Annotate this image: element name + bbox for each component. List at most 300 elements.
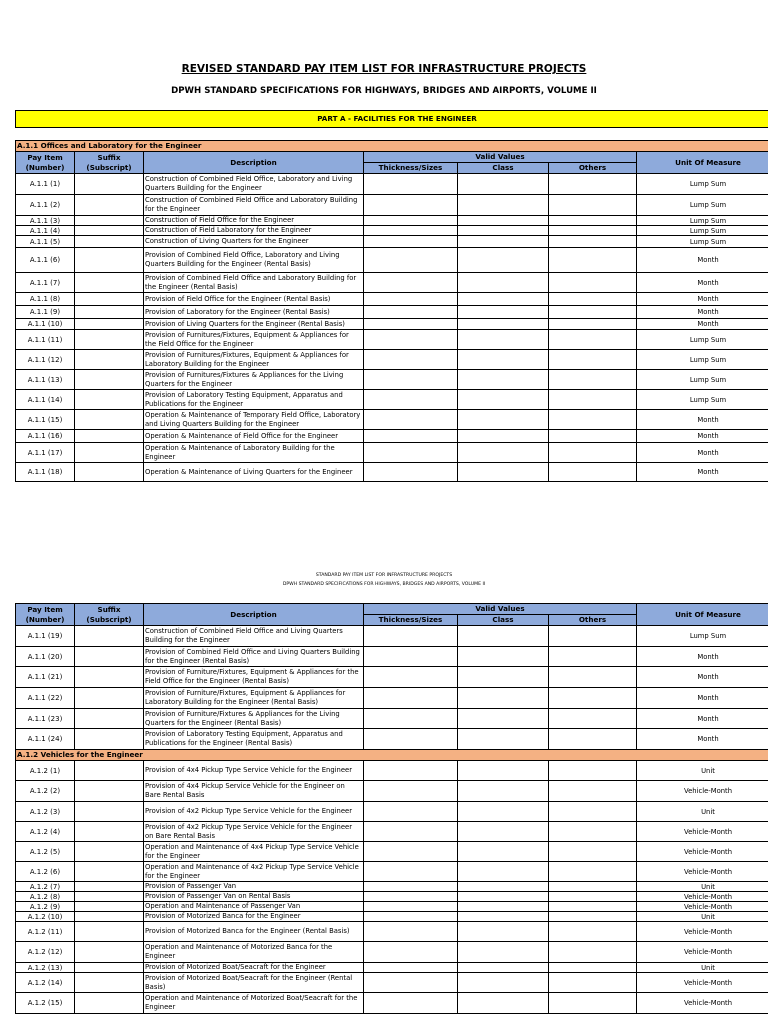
table-row (16, 882, 768, 892)
description-cell: Provision of Furnitures/Fixtures, Equipment & Appliances for Laboratory Building for the Engineer (144, 350, 364, 370)
suffix-cell (75, 370, 144, 390)
thickness-cell (364, 463, 458, 482)
suffix-cell (75, 273, 144, 293)
class-cell (458, 761, 549, 781)
thickness-cell (364, 973, 458, 993)
others-cell (549, 761, 637, 781)
class-cell (458, 963, 549, 973)
thickness-cell (364, 410, 458, 430)
unit-cell: Month (637, 667, 768, 688)
pay-item-cell: A.1.2 (11) (16, 922, 75, 942)
unit-cell: Month (637, 293, 768, 306)
pay-item-cell: A.1.1 (16) (16, 430, 75, 443)
description-cell: Construction of Field Laboratory for the Engineer (144, 226, 364, 236)
description-cell: Operation and Maintenance of Motorized Banca for the Engineer (144, 942, 364, 963)
thickness-header: Thickness/Sizes (364, 163, 458, 174)
class-cell (458, 319, 549, 330)
class-cell (458, 993, 549, 1014)
unit-cell: Vehicle-Month (637, 993, 768, 1014)
description-cell: Provision of Combined Field Office and Living Quarters Building for the Engineer (Rental Basis) (144, 647, 364, 667)
suffix-cell (75, 410, 144, 430)
pay-item-cell: A.1.2 (6) (16, 862, 75, 882)
suffix-cell (75, 922, 144, 942)
thickness-cell (364, 273, 458, 293)
pay-item-cell: A.1.1 (15) (16, 410, 75, 430)
thickness-cell (364, 226, 458, 236)
class-cell (458, 902, 549, 912)
thickness-cell (364, 922, 458, 942)
thickness-cell (364, 729, 458, 750)
pay-item-cell: A.1.1 (11) (16, 330, 75, 350)
description-cell: Construction of Living Quarters for the Engineer (144, 236, 364, 248)
pay-item-cell: A.1.2 (4) (16, 822, 75, 842)
unit-cell: Unit (637, 882, 768, 892)
pay-item-cell: A.1.1 (17) (16, 443, 75, 463)
table-row (16, 350, 768, 370)
description-cell: Provision of Furnitures/Fixtures & Appliances for the Living Quarters for the Engineer (144, 370, 364, 390)
suffix-cell (75, 912, 144, 922)
unit-cell: Month (637, 273, 768, 293)
header-row (16, 604, 768, 615)
table-row (16, 319, 768, 330)
others-cell (549, 226, 637, 236)
suffix-cell (75, 174, 144, 195)
class-cell (458, 236, 549, 248)
class-cell (458, 667, 549, 688)
description-cell: Provision of Combined Field Office, Laboratory and Living Quarters Building for the Engineer (Rental Basis) (144, 248, 364, 273)
table-row (16, 688, 768, 709)
thickness-cell (364, 174, 458, 195)
unit-cell: Vehicle-Month (637, 822, 768, 842)
pay-item-cell: A.1.1 (1) (16, 174, 75, 195)
class-cell (458, 882, 549, 892)
description-header: Description (144, 604, 364, 626)
thickness-cell (364, 430, 458, 443)
thickness-cell (364, 236, 458, 248)
pay-item-cell: A.1.2 (15) (16, 993, 75, 1014)
unit-cell: Vehicle-Month (637, 862, 768, 882)
suffix-cell (75, 892, 144, 902)
class-cell (458, 226, 549, 236)
others-cell (549, 688, 637, 709)
pay-item-cell: A.1.1 (24) (16, 729, 75, 750)
pay-item-cell: A.1.2 (13) (16, 963, 75, 973)
pay-item-table-1 (15, 140, 768, 482)
description-cell: Provision of Laboratory Testing Equipment, Apparatus and Publications for the Engineer (Rental Basis) (144, 729, 364, 750)
unit-cell: Unit (637, 802, 768, 822)
pay-item-cell: A.1.1 (12) (16, 350, 75, 370)
valid-values-header: Valid Values (364, 604, 637, 615)
table-row (16, 892, 768, 902)
thickness-cell (364, 781, 458, 802)
suffix-cell (75, 216, 144, 226)
table-row (16, 647, 768, 667)
others-cell (549, 912, 637, 922)
suffix-cell (75, 902, 144, 912)
thickness-cell (364, 390, 458, 410)
description-cell: Provision of Passenger Van on Rental Basis (144, 892, 364, 902)
pay-item-cell: A.1.1 (13) (16, 370, 75, 390)
pay-item-cell: A.1.2 (5) (16, 842, 75, 862)
thickness-cell (364, 912, 458, 922)
pay-item-cell: A.1.1 (8) (16, 293, 75, 306)
suffix-cell (75, 248, 144, 273)
others-cell (549, 802, 637, 822)
document-subtitle: DPWH STANDARD SPECIFICATIONS FOR HIGHWAYS, BRIDGES AND AIRPORTS, VOLUME II (171, 86, 597, 96)
others-cell (549, 892, 637, 902)
pay-item-cell: A.1.2 (2) (16, 781, 75, 802)
suffix-cell (75, 822, 144, 842)
description-cell: Provision of Furniture/Fixtures & Appliances for the Living Quarters for the Engineer (Rental Basis) (144, 709, 364, 729)
others-cell (549, 862, 637, 882)
others-header: Others (549, 163, 637, 174)
thickness-cell (364, 248, 458, 273)
class-header: Class (458, 615, 549, 626)
description-cell: Operation and Maintenance of 4x2 Pickup Type Service Vehicle for the Engineer (144, 862, 364, 882)
table-row (16, 390, 768, 410)
unit-cell: Lump Sum (637, 174, 768, 195)
suffix-header: Suffix (Subscript) (75, 152, 144, 174)
description-cell: Provision of Furnitures/Fixtures, Equipment & Appliances for the Field Office for the Engineer (144, 330, 364, 350)
description-cell: Operation & Maintenance of Laboratory Building for the Engineer (144, 443, 364, 463)
description-cell: Provision of 4x4 Pickup Service Vehicle for the Engineer on Bare Rental Basis (144, 781, 364, 802)
section-title: A.1.2 Vehicles for the Engineer (16, 750, 768, 761)
unit-cell: Vehicle-Month (637, 942, 768, 963)
class-cell (458, 390, 549, 410)
pay-item-cell: A.1.1 (22) (16, 688, 75, 709)
unit-cell: Unit (637, 761, 768, 781)
table-row (16, 248, 768, 273)
others-cell (549, 443, 637, 463)
table-row (16, 293, 768, 306)
thickness-cell (364, 667, 458, 688)
class-cell (458, 862, 549, 882)
table-row (16, 410, 768, 430)
unit-cell: Month (637, 709, 768, 729)
table-row (16, 912, 768, 922)
section-row (16, 141, 768, 152)
pay-item-cell: A.1.1 (4) (16, 226, 75, 236)
others-cell (549, 963, 637, 973)
section-row (16, 750, 768, 761)
suffix-cell (75, 761, 144, 781)
section-title: A.1.1 Offices and Laboratory for the Engineer (16, 141, 768, 152)
table-row (16, 822, 768, 842)
unit-cell: Vehicle-Month (637, 922, 768, 942)
thickness-cell (364, 370, 458, 390)
pay-item-cell: A.1.2 (9) (16, 902, 75, 912)
others-cell (549, 942, 637, 963)
description-cell: Operation & Maintenance of Temporary Field Office, Laboratory and Living Quarters Building for the Engineer (144, 410, 364, 430)
unit-cell: Lump Sum (637, 226, 768, 236)
suffix-cell (75, 862, 144, 882)
suffix-cell (75, 463, 144, 482)
class-cell (458, 973, 549, 993)
table-row (16, 174, 768, 195)
table-row (16, 667, 768, 688)
suffix-cell (75, 443, 144, 463)
pay-item-cell: A.1.1 (21) (16, 667, 75, 688)
table-row (16, 902, 768, 912)
pay-item-cell: A.1.2 (12) (16, 942, 75, 963)
class-cell (458, 216, 549, 226)
suffix-cell (75, 729, 144, 750)
suffix-cell (75, 293, 144, 306)
table-row (16, 973, 768, 993)
pay-item-cell: A.1.1 (23) (16, 709, 75, 729)
unit-cell: Unit (637, 912, 768, 922)
unit-cell: Month (637, 410, 768, 430)
others-cell (549, 390, 637, 410)
suffix-cell (75, 226, 144, 236)
unit-cell: Lump Sum (637, 216, 768, 226)
suffix-cell (75, 709, 144, 729)
description-cell: Construction of Combined Field Office, Laboratory and Living Quarters Building for the Engineer (144, 174, 364, 195)
suffix-cell (75, 942, 144, 963)
suffix-cell (75, 350, 144, 370)
thickness-cell (364, 293, 458, 306)
unit-cell: Month (637, 430, 768, 443)
table-row (16, 993, 768, 1014)
table-row (16, 273, 768, 293)
thickness-cell (364, 862, 458, 882)
table-row (16, 370, 768, 390)
document-title: REVISED STANDARD PAY ITEM LIST FOR INFRASTRUCTURE PROJECTS (181, 63, 587, 75)
others-cell (549, 273, 637, 293)
others-cell (549, 842, 637, 862)
others-cell (549, 993, 637, 1014)
others-cell (549, 248, 637, 273)
description-cell: Provision of Field Office for the Engineer (Rental Basis) (144, 293, 364, 306)
table-row (16, 942, 768, 963)
description-cell: Provision of Furniture/Fixtures, Equipment & Appliances for Laboratory Building for the Engineer (Rental Basis) (144, 688, 364, 709)
description-cell: Provision of Combined Field Office and Laboratory Building for the Engineer (Rental Basis) (144, 273, 364, 293)
thickness-cell (364, 688, 458, 709)
class-cell (458, 912, 549, 922)
suffix-cell (75, 647, 144, 667)
class-cell (458, 195, 549, 216)
table-row (16, 443, 768, 463)
others-cell (549, 729, 637, 750)
unit-header: Unit Of Measure (637, 604, 768, 626)
description-cell: Provision of Motorized Banca for the Engineer (Rental Basis) (144, 922, 364, 942)
pay-item-cell: A.1.1 (20) (16, 647, 75, 667)
suffix-cell (75, 882, 144, 892)
description-cell: Construction of Combined Field Office and Living Quarters Building for the Engineer (144, 626, 364, 647)
pay-item-cell: A.1.1 (14) (16, 390, 75, 410)
class-cell (458, 350, 549, 370)
table-row (16, 330, 768, 350)
thickness-cell (364, 842, 458, 862)
suffix-cell (75, 973, 144, 993)
unit-cell: Vehicle-Month (637, 842, 768, 862)
unit-header: Unit Of Measure (637, 152, 768, 174)
others-cell (549, 922, 637, 942)
pay-item-cell: A.1.1 (2) (16, 195, 75, 216)
table-row (16, 306, 768, 319)
thickness-cell (364, 902, 458, 912)
unit-cell: Month (637, 729, 768, 750)
table-row (16, 216, 768, 226)
description-cell: Operation & Maintenance of Living Quarters for the Engineer (144, 463, 364, 482)
others-cell (549, 370, 637, 390)
suffix-cell (75, 626, 144, 647)
others-cell (549, 882, 637, 892)
class-cell (458, 370, 549, 390)
suffix-cell (75, 842, 144, 862)
description-cell: Provision of Laboratory Testing Equipment, Apparatus and Publications for the Engineer (144, 390, 364, 410)
class-cell (458, 306, 549, 319)
valid-values-header: Valid Values (364, 152, 637, 163)
class-cell (458, 688, 549, 709)
description-cell: Provision of 4x2 Pickup Type Service Vehicle for the Engineer (144, 802, 364, 822)
thickness-cell (364, 319, 458, 330)
class-cell (458, 822, 549, 842)
others-header: Others (549, 615, 637, 626)
unit-cell: Month (637, 319, 768, 330)
class-cell (458, 626, 549, 647)
pay-item-cell: A.1.1 (10) (16, 319, 75, 330)
unit-cell: Vehicle-Month (637, 902, 768, 912)
others-cell (549, 709, 637, 729)
unit-cell: Month (637, 248, 768, 273)
class-cell (458, 942, 549, 963)
unit-cell: Month (637, 463, 768, 482)
suffix-cell (75, 390, 144, 410)
table-row (16, 862, 768, 882)
thickness-cell (364, 802, 458, 822)
unit-cell: Unit (637, 963, 768, 973)
pay-item-header: Pay Item (Number) (16, 604, 75, 626)
thickness-cell (364, 626, 458, 647)
class-cell (458, 463, 549, 482)
class-cell (458, 802, 549, 822)
class-cell (458, 248, 549, 273)
pay-item-cell: A.1.1 (9) (16, 306, 75, 319)
others-cell (549, 973, 637, 993)
table-row (16, 430, 768, 443)
thickness-cell (364, 195, 458, 216)
description-cell: Construction of Combined Field Office and Laboratory Building for the Engineer (144, 195, 364, 216)
suffix-cell (75, 330, 144, 350)
class-header: Class (458, 163, 549, 174)
thickness-cell (364, 216, 458, 226)
class-cell (458, 709, 549, 729)
unit-cell: Vehicle-Month (637, 781, 768, 802)
class-cell (458, 443, 549, 463)
unit-cell: Lump Sum (637, 370, 768, 390)
class-cell (458, 430, 549, 443)
thickness-cell (364, 892, 458, 902)
pay-item-cell: A.1.1 (18) (16, 463, 75, 482)
others-cell (549, 902, 637, 912)
table-row (16, 761, 768, 781)
page2-title: STANDARD PAY ITEM LIST FOR INFRASTRUCTURE PROJECTS (315, 573, 453, 578)
suffix-cell (75, 195, 144, 216)
description-cell: Operation & Maintenance of Field Office for the Engineer (144, 430, 364, 443)
pay-item-cell: A.1.1 (5) (16, 236, 75, 248)
class-cell (458, 410, 549, 430)
pay-item-cell: A.1.2 (14) (16, 973, 75, 993)
others-cell (549, 822, 637, 842)
thickness-cell (364, 822, 458, 842)
thickness-cell (364, 942, 458, 963)
header-row (16, 152, 768, 163)
description-cell: Provision of Motorized Boat/Seacraft for the Engineer (Rental Basis) (144, 973, 364, 993)
others-cell (549, 319, 637, 330)
pay-item-cell: A.1.2 (3) (16, 802, 75, 822)
unit-cell: Vehicle-Month (637, 892, 768, 902)
pay-item-cell: A.1.2 (10) (16, 912, 75, 922)
others-cell (549, 463, 637, 482)
thickness-cell (364, 443, 458, 463)
suffix-cell (75, 993, 144, 1014)
table-row (16, 729, 768, 750)
others-cell (549, 195, 637, 216)
pay-item-cell: A.1.1 (7) (16, 273, 75, 293)
class-cell (458, 781, 549, 802)
unit-cell: Month (637, 306, 768, 319)
pay-item-cell: A.1.1 (3) (16, 216, 75, 226)
description-cell: Provision of Passenger Van (144, 882, 364, 892)
suffix-cell (75, 688, 144, 709)
others-cell (549, 647, 637, 667)
table-row (16, 626, 768, 647)
others-cell (549, 236, 637, 248)
suffix-cell (75, 963, 144, 973)
class-cell (458, 842, 549, 862)
unit-cell: Month (637, 647, 768, 667)
suffix-cell (75, 319, 144, 330)
others-cell (549, 430, 637, 443)
table-row (16, 236, 768, 248)
table-row (16, 781, 768, 802)
description-cell: Provision of 4x2 Pickup Type Service Vehicle for the Engineer on Bare Rental Basis (144, 822, 364, 842)
thickness-header: Thickness/Sizes (364, 615, 458, 626)
others-cell (549, 330, 637, 350)
class-cell (458, 293, 549, 306)
class-cell (458, 892, 549, 902)
class-cell (458, 330, 549, 350)
class-cell (458, 647, 549, 667)
class-cell (458, 922, 549, 942)
others-cell (549, 781, 637, 802)
pay-item-cell: A.1.2 (8) (16, 892, 75, 902)
description-header: Description (144, 152, 364, 174)
unit-cell: Lump Sum (637, 330, 768, 350)
pay-item-cell: A.1.2 (7) (16, 882, 75, 892)
description-cell: Provision of Laboratory for the Engineer (Rental Basis) (144, 306, 364, 319)
thickness-cell (364, 993, 458, 1014)
table-row (16, 922, 768, 942)
pay-item-cell: A.1.1 (6) (16, 248, 75, 273)
description-cell: Provision of 4x4 Pickup Type Service Vehicle for the Engineer (144, 761, 364, 781)
table-row (16, 802, 768, 822)
table-row (16, 709, 768, 729)
unit-cell: Lump Sum (637, 236, 768, 248)
pay-item-table-2 (15, 603, 768, 1014)
page2-subtitle: DPWH STANDARD SPECIFICATIONS FOR HIGHWAYS, BRIDGES AND AIRPORTS, VOLUME II (282, 582, 486, 587)
others-cell (549, 350, 637, 370)
suffix-cell (75, 236, 144, 248)
pay-item-cell: A.1.2 (1) (16, 761, 75, 781)
suffix-header: Suffix (Subscript) (75, 604, 144, 626)
others-cell (549, 293, 637, 306)
pay-item-header: Pay Item (Number) (16, 152, 75, 174)
others-cell (549, 410, 637, 430)
description-cell: Operation and Maintenance of 4x4 Pickup Type Service Vehicle for the Engineer (144, 842, 364, 862)
unit-cell: Lump Sum (637, 195, 768, 216)
